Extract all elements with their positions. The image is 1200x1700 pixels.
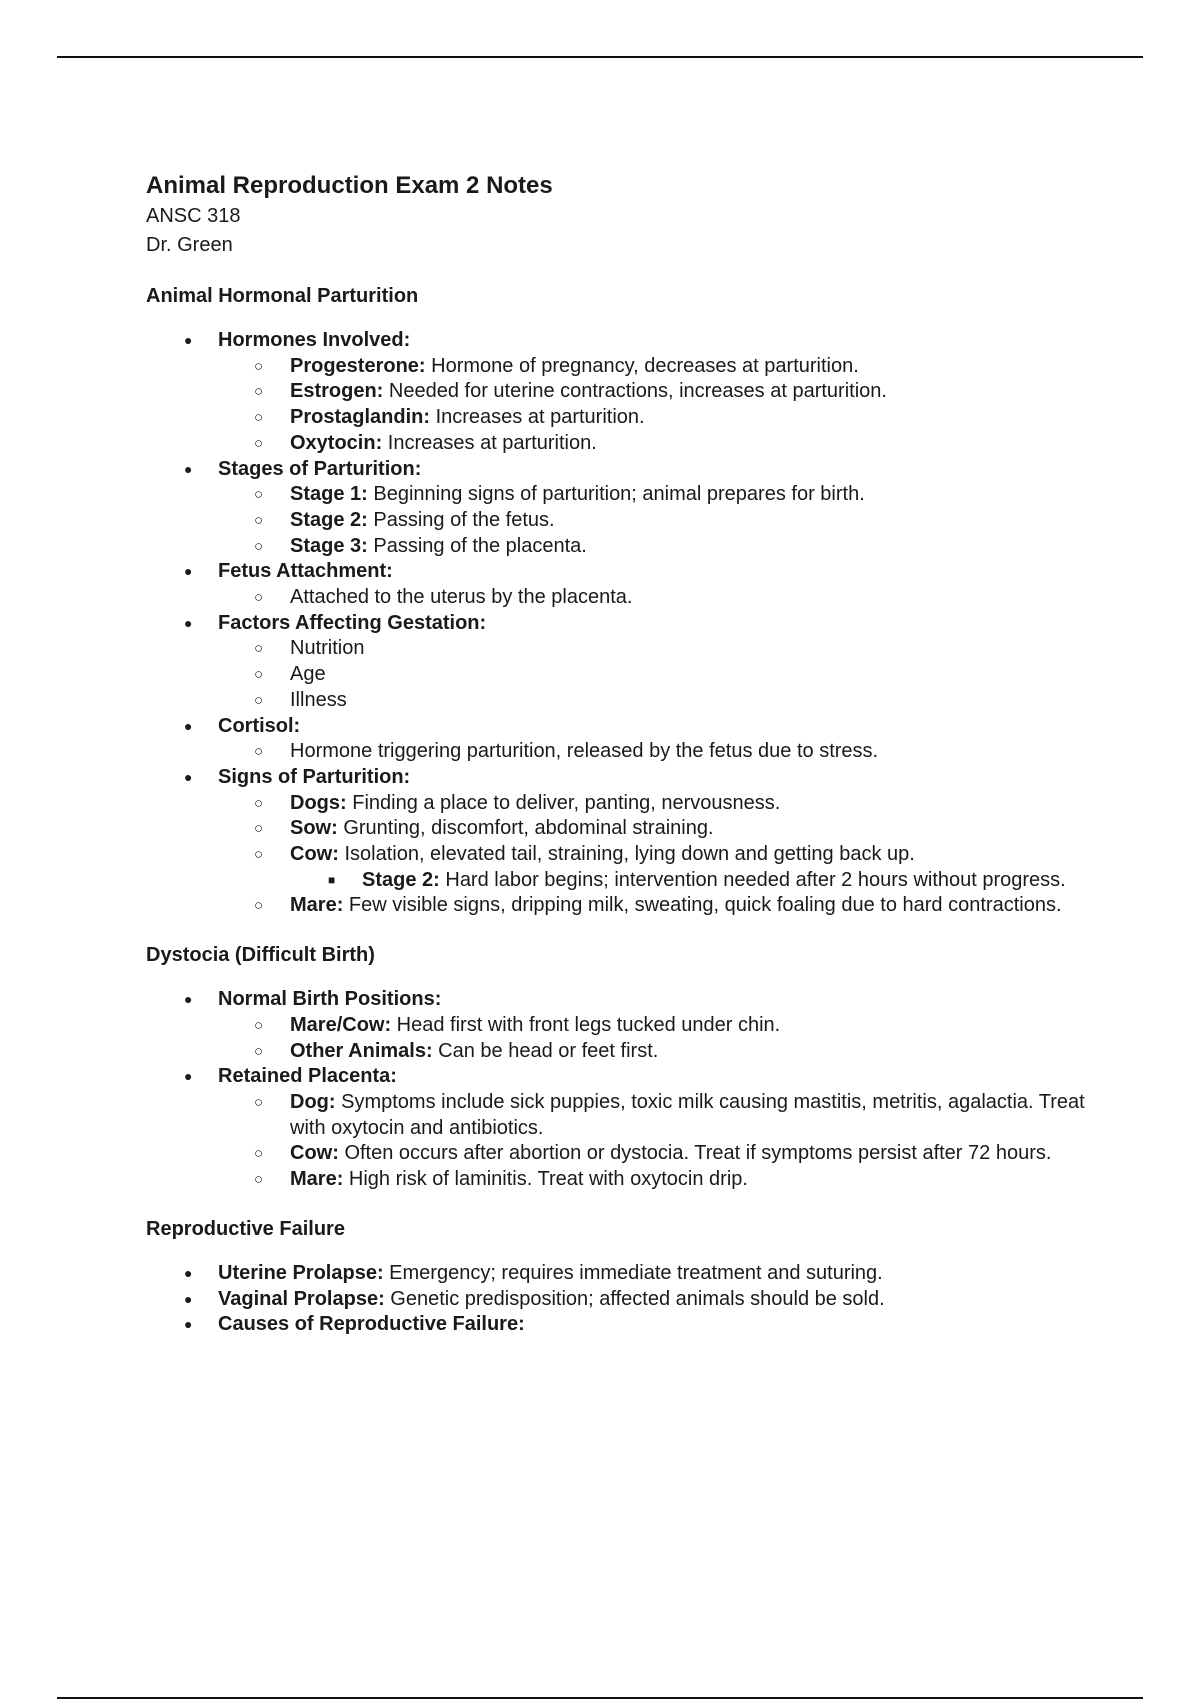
item-text: Needed for uterine contractions, increases at parturition. bbox=[383, 380, 887, 403]
item-label: Hormones Involved: bbox=[218, 329, 411, 351]
list-item bbox=[146, 987, 1086, 1064]
item-text: Attached to the uterus by the placenta. bbox=[290, 586, 633, 609]
sections-container bbox=[146, 282, 1086, 1338]
sub-list-item bbox=[218, 585, 1086, 611]
item-label: Cortisol: bbox=[218, 714, 301, 737]
item-label: Cow: bbox=[290, 1142, 339, 1165]
sub-list-item bbox=[218, 636, 1086, 662]
item-text: Increases at parturition. bbox=[382, 431, 597, 454]
list-item bbox=[146, 1287, 1086, 1313]
sub-list-item bbox=[218, 1013, 1086, 1039]
sub-list-item bbox=[218, 508, 1086, 534]
list-item bbox=[146, 714, 1086, 765]
bullet-list bbox=[146, 328, 1086, 919]
item-text: Grunting, discomfort, abdominal straining. bbox=[337, 817, 714, 840]
sub-list-item bbox=[218, 431, 1086, 457]
section-heading: Reproductive Failure bbox=[146, 1217, 345, 1240]
item-text: Often occurs after abortion or dystocia. Treat if symptoms persist after 72 hours. bbox=[338, 1142, 1052, 1165]
item-text: Symptoms include sick puppies, toxic milk causing mastitis, metritis, agalactia. Treat with oxytocin and antibiotics. bbox=[290, 1090, 1085, 1139]
item-label: Uterine Prolapse: bbox=[218, 1261, 384, 1284]
item-text: Passing of the fetus. bbox=[367, 508, 555, 531]
sub-list-item bbox=[218, 688, 1086, 714]
sub-bullet-list bbox=[218, 585, 1086, 611]
sub-list-item bbox=[218, 405, 1086, 431]
sub-bullet-list bbox=[290, 868, 1086, 894]
item-text: Hormone of pregnancy, decreases at parturition. bbox=[425, 354, 859, 377]
item-text: Hard labor begins; intervention needed after 2 hours without progress. bbox=[439, 868, 1066, 891]
item-label: Factors Affecting Gestation: bbox=[218, 611, 487, 634]
item-label: Mare: bbox=[290, 894, 344, 917]
sub-bullet-list bbox=[218, 636, 1086, 713]
item-label: Stage 3: bbox=[290, 534, 368, 557]
item-label: Normal Birth Positions: bbox=[218, 988, 442, 1011]
item-label: Other Animals: bbox=[290, 1039, 433, 1062]
section-heading: Animal Hormonal Parturition bbox=[146, 285, 419, 307]
item-text: Illness bbox=[290, 688, 347, 711]
sub-bullet-list bbox=[218, 482, 1086, 559]
item-label: Progesterone: bbox=[290, 354, 426, 377]
item-text: Beginning signs of parturition; animal prepares for birth. bbox=[367, 483, 865, 506]
item-label: Causes of Reproductive Failure: bbox=[218, 1313, 525, 1336]
document-title: Animal Reproduction Exam 2 Notes bbox=[146, 172, 553, 199]
item-label: Oxytocin: bbox=[290, 431, 383, 454]
list-item bbox=[146, 765, 1086, 919]
list-item bbox=[146, 328, 1086, 457]
instructor-name: Dr. Green bbox=[146, 234, 233, 256]
list-item bbox=[146, 457, 1086, 560]
item-label: Signs of Parturition: bbox=[218, 765, 411, 788]
item-label: Mare: bbox=[290, 1168, 344, 1191]
item-label: Sow: bbox=[290, 817, 338, 840]
sub-list-item bbox=[218, 739, 1086, 765]
sub-bullet-list bbox=[218, 791, 1086, 920]
item-text: Few visible signs, dripping milk, sweating, quick foaling due to hard contractions. bbox=[343, 894, 1062, 917]
document-body bbox=[146, 170, 1086, 1338]
item-text: Age bbox=[290, 663, 326, 686]
sub-list-item bbox=[218, 354, 1086, 380]
sub-list-item bbox=[218, 662, 1086, 688]
item-label: Retained Placenta: bbox=[218, 1065, 397, 1088]
item-label: Estrogen: bbox=[290, 380, 384, 403]
item-text: Can be head or feet first. bbox=[432, 1039, 659, 1062]
sub-bullet-list bbox=[218, 739, 1086, 765]
bullet-list bbox=[146, 987, 1086, 1193]
item-text: Increases at parturition. bbox=[430, 406, 645, 429]
bullet-list bbox=[146, 1261, 1086, 1338]
item-label: Stages of Parturition: bbox=[218, 457, 422, 480]
sub-bullet-list bbox=[218, 1013, 1086, 1064]
sub-list-item bbox=[218, 1167, 1086, 1193]
sub-bullet-list bbox=[218, 1090, 1086, 1193]
item-text: Nutrition bbox=[290, 637, 365, 660]
item-text: Isolation, elevated tail, straining, lying down and getting back up. bbox=[338, 843, 915, 866]
item-text: Emergency; requires immediate treatment and suturing. bbox=[383, 1261, 883, 1284]
item-label: Fetus Attachment: bbox=[218, 560, 393, 583]
sub-list-item bbox=[218, 791, 1086, 817]
sub-list-item bbox=[218, 534, 1086, 560]
item-text: Genetic predisposition; affected animals should be sold. bbox=[384, 1287, 885, 1310]
item-label: Cow: bbox=[290, 843, 339, 866]
item-text: Hormone triggering parturition, released by the fetus due to stress. bbox=[290, 740, 879, 763]
item-text: High risk of laminitis. Treat with oxytocin drip. bbox=[343, 1168, 748, 1191]
item-text: Passing of the placenta. bbox=[367, 534, 587, 557]
item-text: Finding a place to deliver, panting, nervousness. bbox=[346, 791, 781, 814]
sub-list-item bbox=[218, 816, 1086, 842]
item-label: Prostaglandin: bbox=[290, 406, 431, 429]
sub-list-item bbox=[218, 1141, 1086, 1167]
item-label: Mare/Cow: bbox=[290, 1013, 392, 1036]
list-item bbox=[146, 559, 1086, 610]
list-item bbox=[146, 1261, 1086, 1287]
sub-list-item bbox=[290, 868, 1086, 894]
sub-list-item bbox=[218, 893, 1086, 919]
item-label: Dog: bbox=[290, 1090, 336, 1113]
page-bottom-rule bbox=[57, 1697, 1143, 1699]
item-label: Stage 1: bbox=[290, 483, 368, 506]
course-code: ANSC 318 bbox=[146, 205, 241, 227]
item-label: Vaginal Prolapse: bbox=[218, 1287, 385, 1310]
sub-list-item bbox=[218, 379, 1086, 405]
sub-list-item bbox=[218, 1090, 1086, 1141]
item-label: Dogs: bbox=[290, 791, 347, 814]
item-label: Stage 2: bbox=[362, 868, 440, 891]
section-heading: Dystocia (Difficult Birth) bbox=[146, 944, 375, 967]
list-item bbox=[146, 1064, 1086, 1193]
item-text: Head first with front legs tucked under chin. bbox=[391, 1013, 781, 1036]
sub-list-item bbox=[218, 482, 1086, 508]
page-top-rule bbox=[57, 56, 1143, 58]
item-label: Stage 2: bbox=[290, 508, 368, 531]
list-item bbox=[146, 1312, 1086, 1338]
sub-list-item bbox=[218, 1039, 1086, 1065]
sub-list-item bbox=[218, 842, 1086, 893]
list-item bbox=[146, 611, 1086, 714]
sub-bullet-list bbox=[218, 354, 1086, 457]
